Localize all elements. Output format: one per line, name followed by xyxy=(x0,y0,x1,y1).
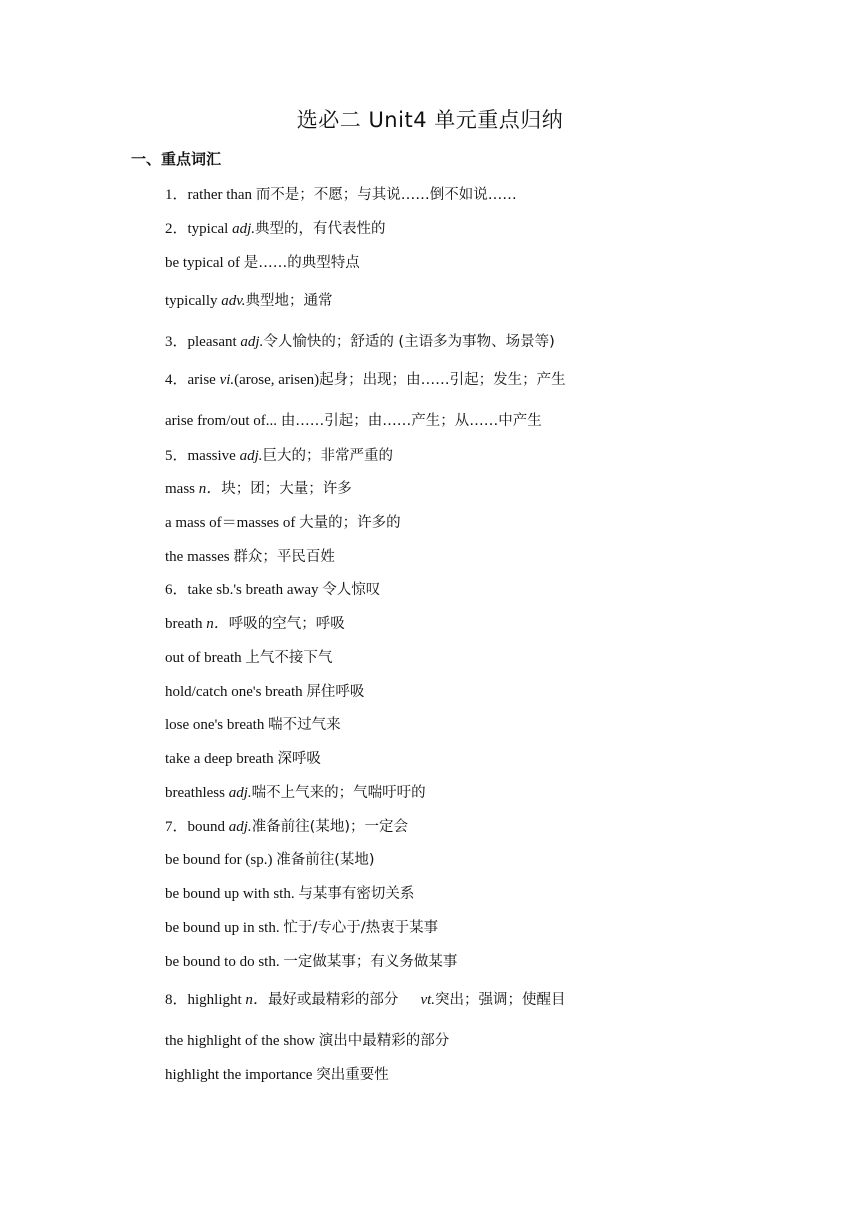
vocab-meaning: 令人愉快的；舒适的 (主语多为事物、场景等) xyxy=(263,334,555,350)
vocab-term: be bound up in sth. xyxy=(165,920,284,936)
vocab-line xyxy=(165,816,408,837)
vocab-line xyxy=(165,883,414,904)
document-title: 选必二 Unit4 单元重点归纳 xyxy=(296,108,564,132)
vocab-meaning: 最好或最精彩的部分 xyxy=(267,992,399,1008)
vocab-term: 6．take sb.'s breath away xyxy=(165,582,323,598)
vocab-line xyxy=(165,849,375,870)
vocab-meaning: 屏住呼吸 xyxy=(306,684,365,700)
vocab-term: the highlight of the show xyxy=(165,1033,319,1049)
vocab-line xyxy=(165,1030,449,1051)
vocab-meaning: 突出重要性 xyxy=(316,1067,389,1083)
vocab-line xyxy=(165,714,341,735)
part-of-speech: vi. xyxy=(219,372,235,388)
vocab-meaning: 令人惊叹 xyxy=(322,582,381,598)
vocab-meaning: 与某事有密切关系 xyxy=(298,886,415,902)
vocab-term: 3．pleasant xyxy=(165,334,241,350)
vocab-meaning: 准备前往(某地)；一定会 xyxy=(251,819,409,835)
vocab-term: be bound for (sp.) xyxy=(165,852,277,868)
vocab-meaning: 上气不接下气 xyxy=(245,650,333,666)
vocab-meaning: 群众；平民百姓 xyxy=(233,549,335,565)
part-of-speech: adj. xyxy=(240,334,264,350)
vocab-meaning: 突出；强调；使醒目 xyxy=(435,992,566,1008)
vocab-meaning: 一定做某事；有义务做某事 xyxy=(283,954,458,970)
vocab-term: the masses xyxy=(165,549,234,565)
vocab-term: 2．typical xyxy=(165,221,233,237)
vocab-line xyxy=(165,410,542,431)
part-of-speech: vt. xyxy=(420,992,436,1008)
vocab-term: highlight the importance xyxy=(165,1067,317,1083)
vocab-term: 8．highlight xyxy=(165,992,246,1008)
verb-forms: (arose, arisen) xyxy=(234,372,320,388)
vocab-meaning: 喘不上气来的；气喘吁吁的 xyxy=(251,785,426,801)
vocab-term: be bound up with sth. xyxy=(165,886,299,902)
vocab-term: 1．rather than xyxy=(165,187,256,203)
vocab-term: take a deep breath xyxy=(165,751,278,767)
vocab-meaning: 起身；出现；由……引起；发生；产生 xyxy=(319,372,566,388)
vocab-term: 7．bound xyxy=(165,819,229,835)
vocab-meaning: 准备前往(某地) xyxy=(276,852,375,868)
vocab-meaning: 典型地；通常 xyxy=(245,293,333,309)
vocab-term: 4．arise xyxy=(165,372,220,388)
vocab-line xyxy=(165,951,457,972)
vocab-line xyxy=(165,331,555,352)
part-of-speech: adj. xyxy=(228,819,252,835)
vocab-term: breathless xyxy=(165,785,229,801)
vocab-line xyxy=(165,613,345,634)
vocab-line xyxy=(165,369,566,390)
vocab-term: mass xyxy=(165,481,199,497)
vocab-meaning: 而不是；不愿；与其说……倒不如说…… xyxy=(255,187,517,203)
part-of-speech: adj. xyxy=(232,221,255,237)
vocab-line xyxy=(165,184,517,205)
vocab-meaning: 喘不过气来 xyxy=(268,717,341,733)
part-of-speech: adj. xyxy=(228,785,252,801)
vocab-meaning: 典型的，有代表性的 xyxy=(255,221,386,237)
part-of-speech: adj. xyxy=(239,448,263,464)
vocab-term: be typical of xyxy=(165,255,244,271)
vocab-meaning: 块；团；大量；许多 xyxy=(221,481,352,497)
vocab-line xyxy=(165,512,401,533)
vocab-term: typically xyxy=(165,293,222,309)
vocab-term: hold/catch one's breath xyxy=(165,684,307,700)
vocab-line xyxy=(165,218,386,239)
vocab-line xyxy=(165,782,426,803)
vocab-line xyxy=(165,681,364,702)
vocab-term: breath xyxy=(165,616,207,632)
vocab-line xyxy=(165,579,380,600)
vocab-meaning: 巨大的；非常严重的 xyxy=(262,448,393,464)
vocab-meaning: 呼吸的空气；呼吸 xyxy=(228,616,345,632)
vocab-line xyxy=(165,989,566,1010)
vocab-meaning: 大量的；许多的 xyxy=(299,515,401,531)
vocab-meaning: 演出中最精彩的部分 xyxy=(318,1033,450,1049)
vocab-line xyxy=(165,445,393,466)
vocab-line xyxy=(165,478,352,499)
vocab-line xyxy=(165,748,321,769)
vocab-line xyxy=(165,1064,389,1085)
vocab-line xyxy=(165,546,335,567)
part-of-speech: n． xyxy=(198,481,222,497)
vocab-line xyxy=(165,290,333,311)
vocab-term: out of breath xyxy=(165,650,246,666)
vocab-meaning: 由……引起；由……产生；从……中产生 xyxy=(280,413,542,429)
vocab-term: lose one's breath xyxy=(165,717,269,733)
vocab-line xyxy=(165,252,360,273)
part-of-speech: n． xyxy=(245,992,268,1008)
vocab-term: 5．massive xyxy=(165,448,240,464)
vocab-term: be bound to do sth. xyxy=(165,954,284,970)
vocab-meaning: 忙于/专心于/热衷于某事 xyxy=(283,920,439,936)
vocab-term: arise from/out of... xyxy=(165,413,281,429)
part-of-speech: adv. xyxy=(221,293,246,309)
vocab-meaning: 是……的典型特点 xyxy=(243,255,360,271)
vocab-line xyxy=(165,917,438,938)
vocab-term: a mass of＝masses of xyxy=(165,515,300,531)
vocab-line xyxy=(165,647,332,668)
vocab-meaning: 深呼吸 xyxy=(277,751,321,767)
part-of-speech: n． xyxy=(206,616,229,632)
section-heading: 一、重点词汇 xyxy=(131,150,222,168)
